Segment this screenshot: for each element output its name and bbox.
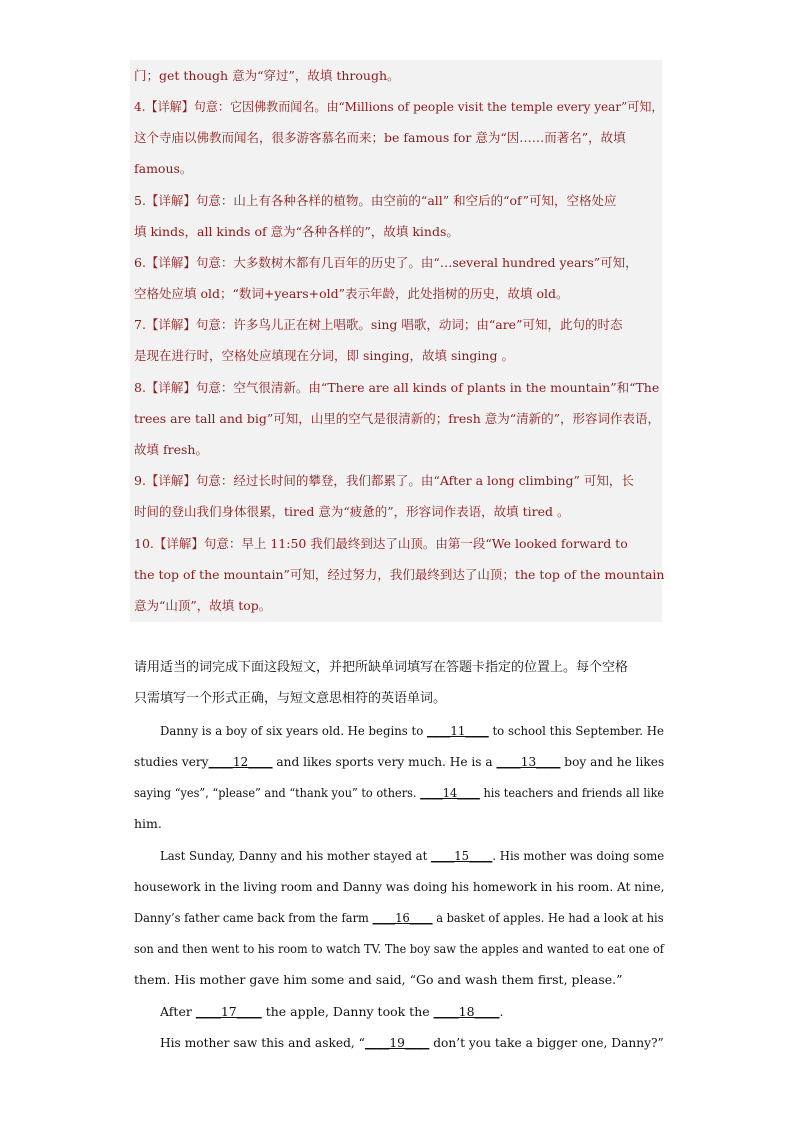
passage-text: Last Sunday, Danny and his mother stayed at: [160, 848, 431, 863]
answer-line: 9.【详解】句意：经过长时间的攀登，我们都累了。由“After a long climbing” 可知，长: [134, 473, 634, 488]
passage-line: [134, 879, 664, 895]
blank-field[interactable]: ____16____: [372, 910, 433, 925]
answer-line: 是现在进行时，空格处应填现在分词，即 singing，故填 singing 。: [134, 348, 514, 363]
blank-field[interactable]: ____19____: [364, 1035, 430, 1050]
passage-text: saying “yes”, “please” and “thank you” to others.: [134, 785, 421, 800]
answer-line: 时间的登山我们身体很累，tired 意为“疲惫的”，形容词作表语，故填 tired 。: [134, 504, 570, 519]
passage-text: his teachers and friends all like: [479, 785, 665, 800]
answer-line: 8.【详解】句意：空气很清新。由“There are all kinds of plants in the mountain”和“The: [134, 380, 660, 395]
answer-line: 空格处应填 old；“数词+years+old”表示年龄，此处指树的历史，故填 old。: [134, 286, 569, 301]
passage-text: son and then went to his room to watch TV. The boy saw the apples and wanted to eat one of: [134, 941, 664, 956]
answer-line: 填 kinds，all kinds of 意为“各种各样的”，故填 kinds。: [134, 224, 459, 239]
passage-text: to school this September. He: [488, 723, 664, 738]
passage-line: [134, 754, 664, 770]
passage-text: boy and he likes: [560, 754, 665, 769]
passage-text: .: [499, 1004, 504, 1019]
answer-line: famous。: [134, 161, 193, 176]
passage-text: him.: [134, 816, 162, 831]
passage-text: housework in the living room and Danny was doing his homework in his room. At nine,: [134, 879, 665, 894]
answer-line: 5.【详解】句意：山上有各种各样的植物。由空前的“all” 和空后的“of”可知，空格处应: [134, 193, 617, 208]
answer-line: 10.【详解】句意：早上 11:50 我们最终到达了山顶。由第一段“We looked forward to: [134, 536, 628, 551]
answer-line: 门；get though 意为“穿过”，故填 through。: [134, 68, 400, 83]
passage-text: Danny’s father came back from the farm: [134, 910, 373, 925]
passage-text: After: [160, 1004, 196, 1019]
answer-line: 4.【详解】句意：它因佛教而闻名。由“Millions of people visit the temple every year”可知，: [134, 99, 664, 114]
passage-text: and likes sports very much. He is a: [272, 754, 497, 769]
passage-text: don’t you take a bigger one, Danny?”: [429, 1035, 664, 1050]
passage-line: [160, 723, 664, 739]
passage-line: [134, 785, 664, 801]
blank-field[interactable]: ____11____: [426, 723, 489, 738]
passage-line: [160, 1004, 504, 1020]
answer-line: trees are tall and big”可知，山里的空气是很清新的；fresh 意为“清新的”，形容词作表语，: [134, 411, 661, 426]
passage-line: [134, 972, 623, 988]
passage-text: His mother saw this and asked, “: [160, 1035, 365, 1050]
blank-field[interactable]: ____15____: [430, 848, 493, 863]
passage-text: the apple, Danny took the: [261, 1004, 434, 1019]
passage-text: them. His mother gave him some and said, “Go and wash them first, please.”: [134, 972, 623, 987]
instruction-line: 请用适当的词完成下面这段短文，并把所缺单词填写在答题卡指定的位置上。每个空格: [134, 660, 629, 675]
passage-line: [134, 910, 664, 926]
passage-line: [134, 941, 664, 957]
passage-line: [160, 1035, 664, 1051]
passage-text: . His mother was doing some: [492, 848, 665, 863]
passage-text: studies very: [134, 754, 209, 769]
answer-line: 故填 fresh。: [134, 442, 208, 457]
passage-line: [134, 816, 162, 832]
passage-text: a basket of apples. He had a look at his: [432, 910, 664, 925]
answer-line: 7.【详解】句意：许多鸟儿正在树上唱歌。sing 唱歌，动词；由“are”可知，此句的时态: [134, 317, 623, 332]
blank-field[interactable]: ____18____: [433, 1004, 500, 1019]
passage-line: [160, 848, 664, 864]
answer-line: the top of the mountain”可知，经过努力，我们最终到达了山顶；the top of the mountain: [134, 567, 665, 582]
answer-line: 这个寺庙以佛教而闻名，很多游客慕名而来；be famous for 意为“因……而著名”，故填: [134, 130, 626, 145]
passage-text: Danny is a boy of six years old. He begins to: [160, 723, 427, 738]
answer-line: 6.【详解】句意：大多数树木都有几百年的历史了。由“…several hundred years”可知，: [134, 255, 638, 270]
blank-field[interactable]: ____17____: [195, 1004, 262, 1019]
blank-field[interactable]: ____12____: [208, 754, 273, 769]
blank-field[interactable]: ____13____: [496, 754, 561, 769]
instruction-line: 只需填写一个形式正确，与短文意思相符的英语单词。: [134, 691, 447, 706]
answer-line: 意为“山顶”，故填 top。: [134, 598, 272, 613]
blank-field[interactable]: ____14____: [420, 785, 480, 800]
